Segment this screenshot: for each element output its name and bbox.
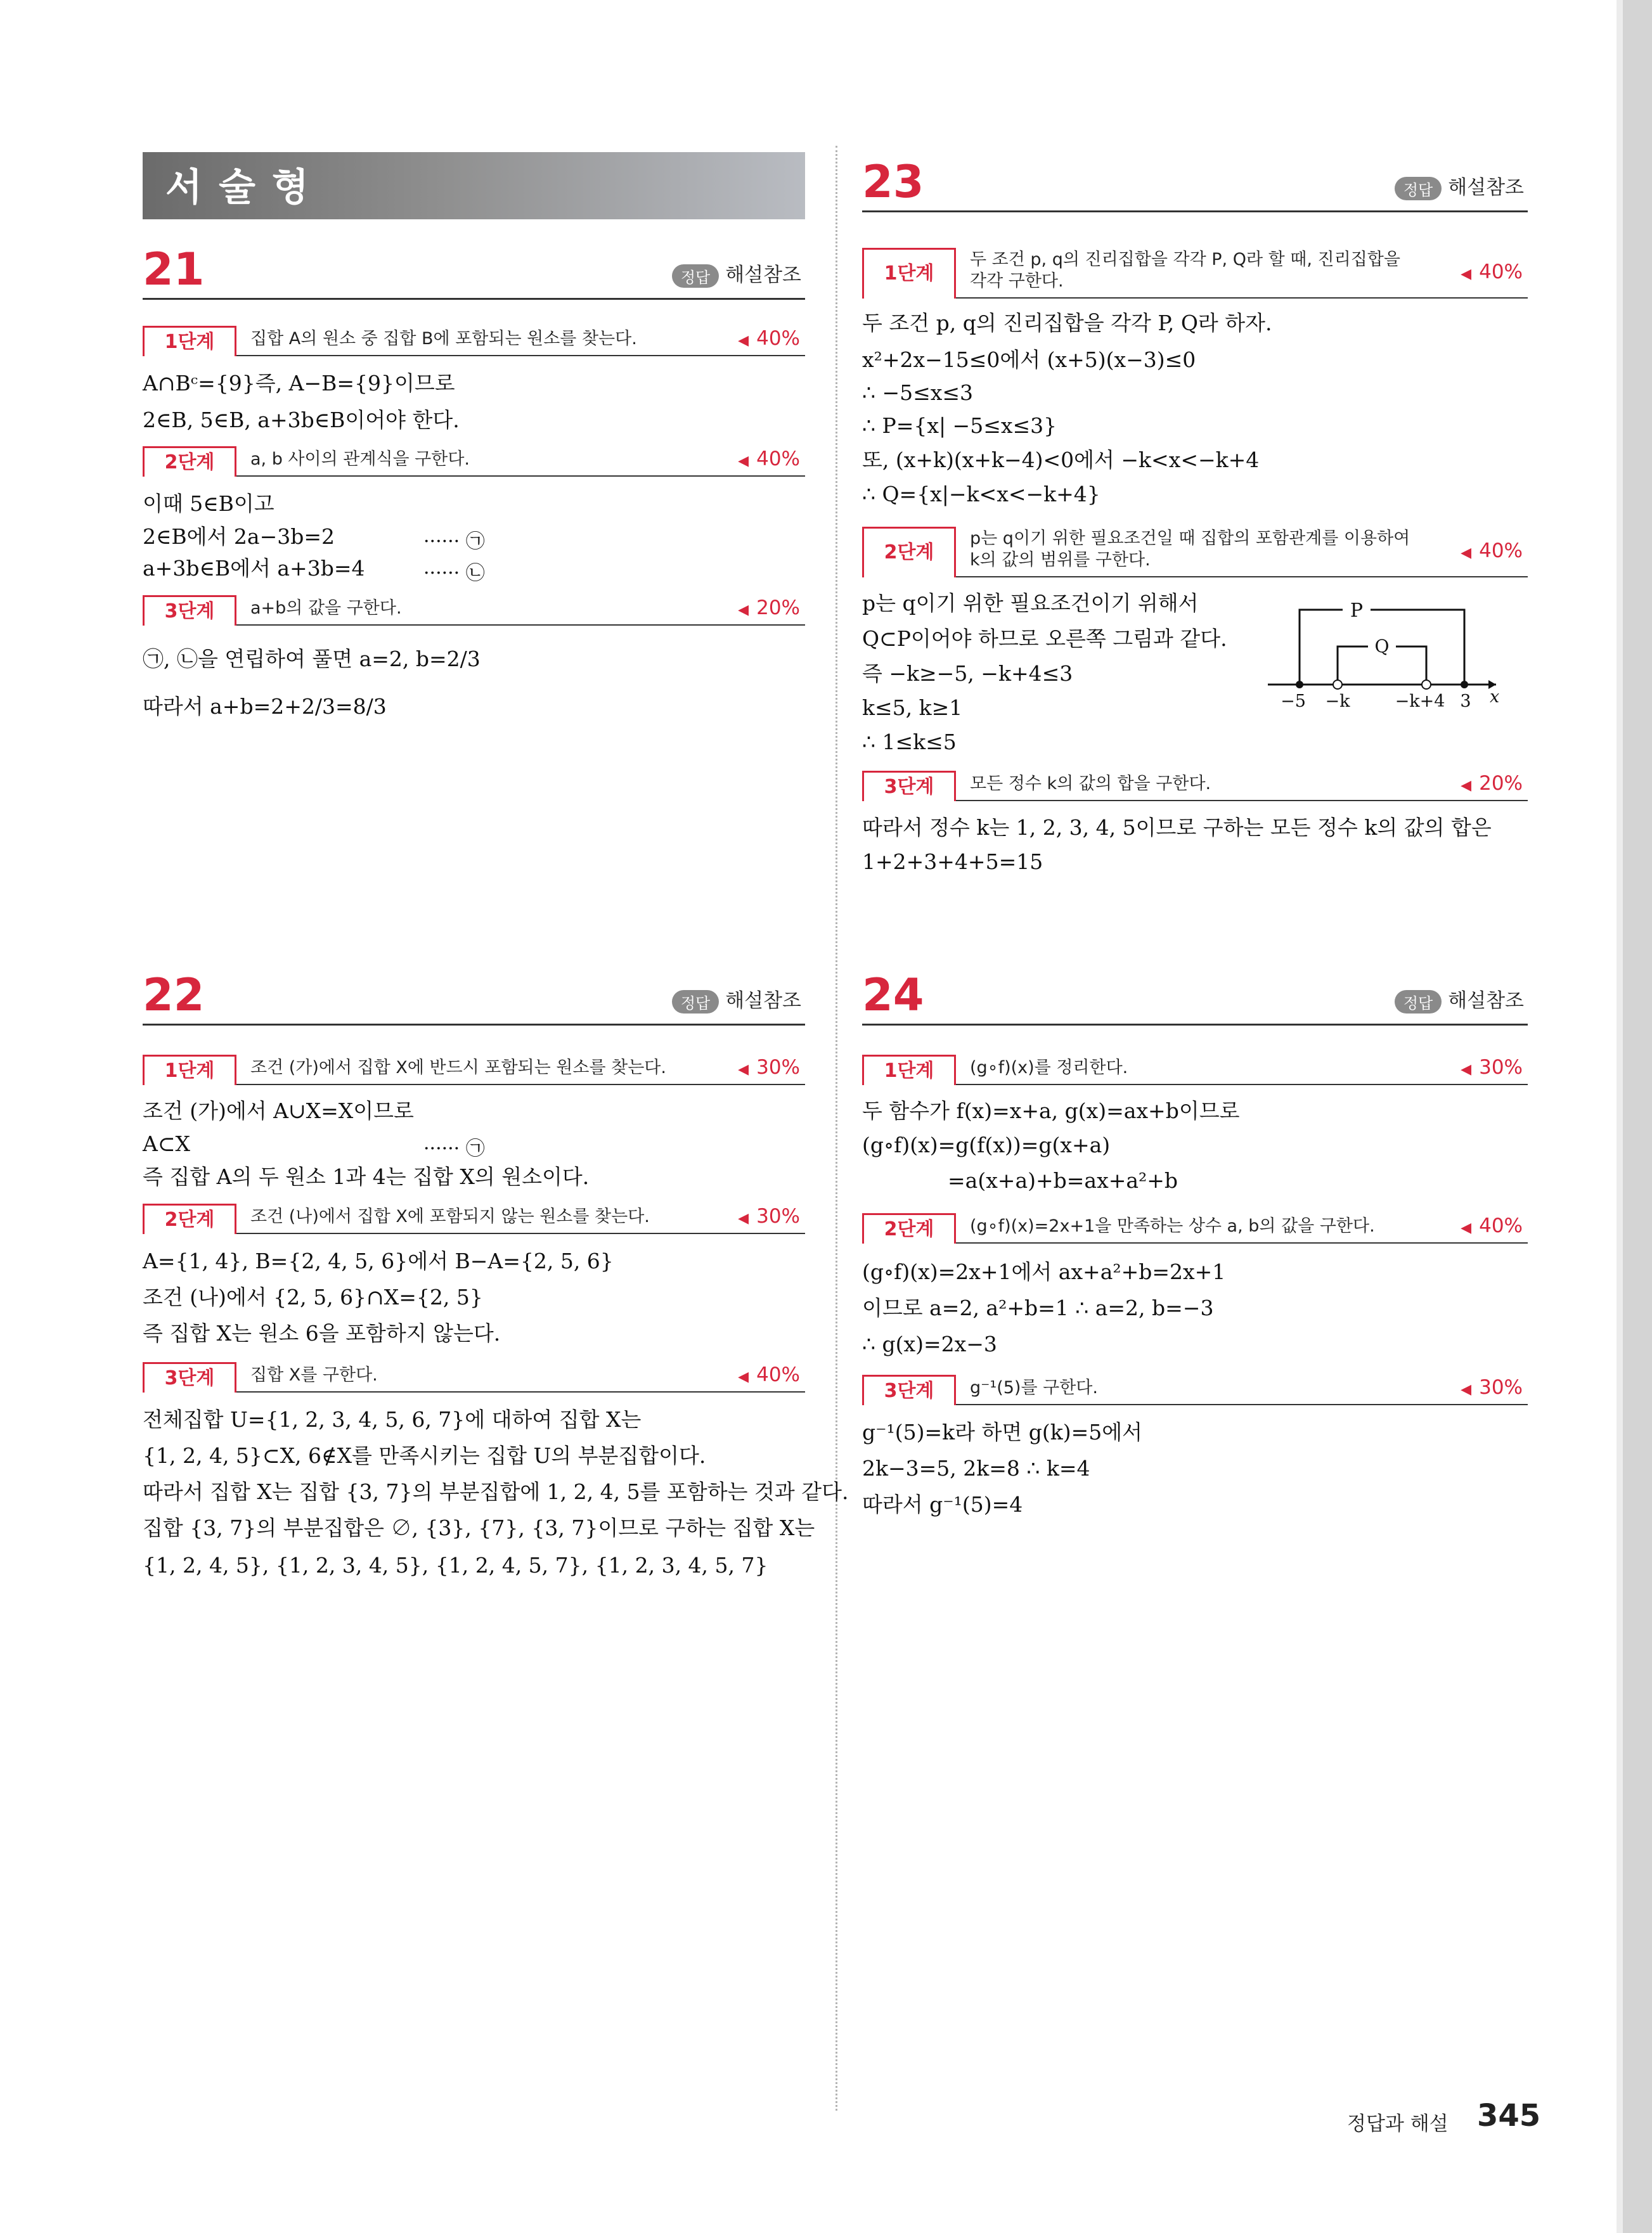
q21-step-3 <box>143 593 805 626</box>
q23-line: k≤5, k≥1 <box>862 695 963 720</box>
tick-label: −5 <box>1281 692 1306 711</box>
question-22-header <box>143 960 805 1026</box>
step-percent: ◀ 20% <box>738 596 800 619</box>
q22-line: 즉 집합 X는 원소 6을 포함하지 않는다. <box>143 1321 501 1346</box>
q22-line: 따라서 집합 X는 집합 {3, 7}의 부분집합에 1, 2, 4, 5를 포함하는 것과 같다. <box>143 1479 849 1504</box>
step-percent: ◀ 30% <box>1461 1056 1523 1079</box>
step-label: 3단계 <box>143 1362 236 1393</box>
step-text: (g∘f)(x)=2x+1을 만족하는 상수 a, b의 값을 구한다. <box>970 1216 1375 1236</box>
triangle-left-icon: ◀ <box>738 1062 749 1078</box>
q22-line: {1, 2, 4, 5}, {1, 2, 3, 4, 5}, {1, 2, 4, 5, 7}, {1, 2, 3, 4, 5, 7} <box>143 1553 768 1578</box>
triangle-left-icon: ◀ <box>738 333 749 349</box>
equation-marker: ······ ㉠ <box>423 531 485 553</box>
open-point <box>1333 680 1342 689</box>
step-text: a, b 사이의 관계식을 구한다. <box>250 449 470 469</box>
tick-label: −k <box>1325 692 1350 711</box>
question-number: 22 <box>143 969 205 1021</box>
step-text: 두 조건 p, q의 진리집합을 각각 P, Q라 할 때, 진리집합을 각각 구한다. <box>970 250 1400 291</box>
triangle-left-icon: ◀ <box>1461 778 1472 794</box>
q22-line: 집합 {3, 7}의 부분집합은 ∅, {3}, {7}, {3, 7}이므로 구하는 집합 X는 <box>143 1515 815 1540</box>
triangle-left-icon: ◀ <box>1461 266 1472 282</box>
q21-line: 이때 5∈B이고 <box>143 491 274 516</box>
q24-line: 따라서 g⁻¹(5)=4 <box>862 1492 1023 1517</box>
set-q-label: Q <box>1374 636 1390 657</box>
q24-line: 두 함수가 f(x)=x+a, g(x)=ax+b이므로 <box>862 1098 1240 1123</box>
triangle-left-icon: ◀ <box>738 1211 749 1226</box>
q23-line: 두 조건 p, q의 진리집합을 각각 P, Q라 하자. <box>862 311 1272 335</box>
step-text: 집합 A의 원소 중 집합 B에 포함되는 원소를 찾는다. <box>250 329 637 349</box>
answer-ref <box>1395 171 1524 200</box>
answer-text: 해설참조 <box>725 989 801 1012</box>
question-24-header <box>862 960 1528 1026</box>
q23-step-2 <box>862 523 1528 577</box>
step-percent: ◀ 30% <box>1461 1376 1523 1399</box>
q24-line: (g∘f)(x)=g(f(x))=g(x+a) <box>862 1133 1111 1157</box>
q22-line: A⊂X <box>143 1131 190 1156</box>
q24-step-2 <box>862 1211 1528 1244</box>
q21-line: ㉠, ㉡을 연립하여 풀면 a=2, b=2/3 <box>143 647 481 671</box>
step-percent: ◀ 40% <box>1461 261 1523 283</box>
q23-line: ∴ P={x| −5≤x≤3} <box>862 413 1057 438</box>
equation-marker: ······ ㉠ <box>423 1138 485 1160</box>
equation-marker: ······ ㉡ <box>423 562 485 584</box>
closed-point <box>1461 681 1468 688</box>
step-percent: ◀ 40% <box>738 1363 800 1386</box>
step-text: 조건 (나)에서 집합 X에 포함되지 않는 원소를 찾는다. <box>250 1207 650 1226</box>
step-percent: ◀ 30% <box>738 1056 800 1079</box>
section-title: 서술형 <box>165 165 325 210</box>
q22-step-1 <box>143 1052 805 1085</box>
step-percent: ◀ 40% <box>738 447 800 470</box>
step-label: 2단계 <box>862 1213 956 1244</box>
q24-step-1 <box>862 1052 1528 1085</box>
page-edge-shadow <box>1623 0 1652 2233</box>
page-edge-shadow-inner <box>1617 0 1623 2233</box>
answer-ref <box>672 259 801 288</box>
closed-point <box>1296 681 1303 688</box>
q21-line: 2∈B에서 2a−3b=2 <box>143 524 335 549</box>
q23-line: ∴ Q={x|−k<x<−k+4} <box>862 482 1100 506</box>
triangle-left-icon: ◀ <box>1461 1382 1472 1398</box>
page-number: 345 <box>1477 2098 1541 2133</box>
tick-label: −k+4 <box>1395 692 1445 711</box>
q23-line: x²+2x−15≤0에서 (x+5)(x−3)≤0 <box>862 347 1196 372</box>
q21-step-1 <box>143 323 805 356</box>
column-divider <box>836 146 837 2111</box>
step-label: 1단계 <box>143 326 236 356</box>
step-label: 3단계 <box>862 1375 956 1405</box>
step-percent: ◀ 40% <box>1461 539 1523 562</box>
q21-line: A∩Bᶜ={9}즉, A−B={9}이므로 <box>143 371 455 396</box>
q24-step-3 <box>862 1372 1528 1405</box>
triangle-left-icon: ◀ <box>738 453 749 469</box>
step-percent: ◀ 30% <box>738 1205 800 1228</box>
q24-line: ∴ g(x)=2x−3 <box>862 1332 997 1356</box>
q22-line: 즉 집합 A의 두 원소 1과 4는 집합 X의 원소이다. <box>143 1164 590 1189</box>
answer-pill: 정답 <box>672 990 719 1014</box>
triangle-left-icon: ◀ <box>1461 545 1472 561</box>
set-inclusion-diagram <box>1242 596 1509 716</box>
q24-line: 이므로 a=2, a²+b=1 ∴ a=2, b=−3 <box>862 1296 1214 1320</box>
q22-line: 조건 (나)에서 {2, 5, 6}∩X={2, 5} <box>143 1285 483 1310</box>
q23-line: ∴ 1≤k≤5 <box>862 730 957 754</box>
question-23-header <box>862 147 1528 212</box>
section-banner <box>143 152 805 219</box>
answer-text: 해설참조 <box>1448 989 1524 1012</box>
q23-step-3 <box>862 768 1528 801</box>
step-label: 2단계 <box>862 527 956 577</box>
step-percent: ◀ 40% <box>1461 1214 1523 1237</box>
triangle-left-icon: ◀ <box>738 1369 749 1385</box>
step-text: 조건 (가)에서 집합 X에 반드시 포함되는 원소를 찾는다. <box>250 1058 666 1078</box>
q21-line: 따라서 a+b=2+2/3=8/3 <box>143 694 387 719</box>
step-label: 1단계 <box>143 1055 236 1085</box>
answer-pill: 정답 <box>672 264 719 288</box>
q22-line: {1, 2, 4, 5}⊂X, 6∉X를 만족시키는 집합 U의 부분집합이다. <box>143 1443 706 1468</box>
q24-line: (g∘f)(x)=2x+1에서 ax+a²+b=2x+1 <box>862 1259 1226 1284</box>
answer-ref <box>672 984 801 1014</box>
q24-line: 2k−3=5, 2k=8 ∴ k=4 <box>862 1456 1090 1481</box>
question-number: 21 <box>143 243 205 295</box>
step-text: 모든 정수 k의 값의 합을 구한다. <box>970 774 1211 794</box>
answer-pill: 정답 <box>1395 990 1442 1014</box>
set-p-label: P <box>1350 600 1364 622</box>
step-text: a+b의 값을 구한다. <box>250 598 402 618</box>
q23-line: 1+2+3+4+5=15 <box>862 849 1043 874</box>
answer-ref <box>1395 984 1524 1014</box>
q21-step-2 <box>143 444 805 477</box>
q23-line: Q⊂P이어야 하므로 오른쪽 그림과 같다. <box>862 626 1227 651</box>
answer-pill: 정답 <box>1395 177 1442 200</box>
q21-line: a+3b∈B에서 a+3b=4 <box>143 556 365 581</box>
q22-step-3 <box>143 1360 805 1393</box>
step-label: 1단계 <box>862 1055 956 1085</box>
step-label: 3단계 <box>862 771 956 801</box>
question-21-header <box>143 235 805 300</box>
answer-text: 해설참조 <box>725 264 801 286</box>
tick-label: 3 <box>1460 692 1471 711</box>
question-number: 23 <box>862 156 924 208</box>
q22-line: 전체집합 U={1, 2, 3, 4, 5, 6, 7}에 대하여 집합 X는 <box>143 1407 642 1432</box>
step-label: 2단계 <box>143 1204 236 1234</box>
step-label: 3단계 <box>143 595 236 626</box>
step-text: 집합 X를 구한다. <box>250 1365 378 1385</box>
triangle-left-icon: ◀ <box>738 602 749 618</box>
open-point <box>1422 680 1431 689</box>
q23-line: ∴ −5≤x≤3 <box>862 380 974 405</box>
axis-label: x <box>1490 687 1500 707</box>
q23-line: p는 q이기 위한 필요조건이기 위해서 <box>862 591 1199 615</box>
q23-line: 또, (x+k)(x+k−4)<0에서 −k<x<−k+4 <box>862 447 1260 472</box>
step-text: (g∘f)(x)를 정리한다. <box>970 1058 1128 1078</box>
triangle-left-icon: ◀ <box>1461 1220 1472 1236</box>
answer-text: 해설참조 <box>1448 176 1524 199</box>
step-text: p는 q이기 위한 필요조건일 때 집합의 포함관계를 이용하여 k의 값의 범위를 구한다. <box>970 529 1410 570</box>
q23-step-1 <box>862 244 1528 299</box>
step-label: 2단계 <box>143 446 236 477</box>
q22-line: 조건 (가)에서 A∪X=X이므로 <box>143 1098 414 1123</box>
q21-line: 2∈B, 5∈B, a+3b∈B이어야 한다. <box>143 408 460 432</box>
q23-line: 따라서 정수 k는 1, 2, 3, 4, 5이므로 구하는 모든 정수 k의 값의 합은 <box>862 815 1492 840</box>
step-percent: ◀ 40% <box>738 327 800 350</box>
triangle-left-icon: ◀ <box>1461 1062 1472 1078</box>
q24-line: =a(x+a)+b=ax+a²+b <box>948 1168 1178 1193</box>
q22-step-2 <box>143 1201 805 1234</box>
q23-line: 즉 −k≥−5, −k+4≤3 <box>862 661 1073 686</box>
step-percent: ◀ 20% <box>1461 772 1523 795</box>
question-number: 24 <box>862 969 924 1021</box>
footer-label: 정답과 해설 <box>1347 2113 1449 2135</box>
step-label: 1단계 <box>862 248 956 299</box>
step-text: g⁻¹(5)를 구한다. <box>970 1378 1098 1398</box>
q22-line: A={1, 4}, B={2, 4, 5, 6}에서 B−A={2, 5, 6} <box>143 1249 614 1273</box>
q24-line: g⁻¹(5)=k라 하면 g(k)=5에서 <box>862 1420 1143 1445</box>
